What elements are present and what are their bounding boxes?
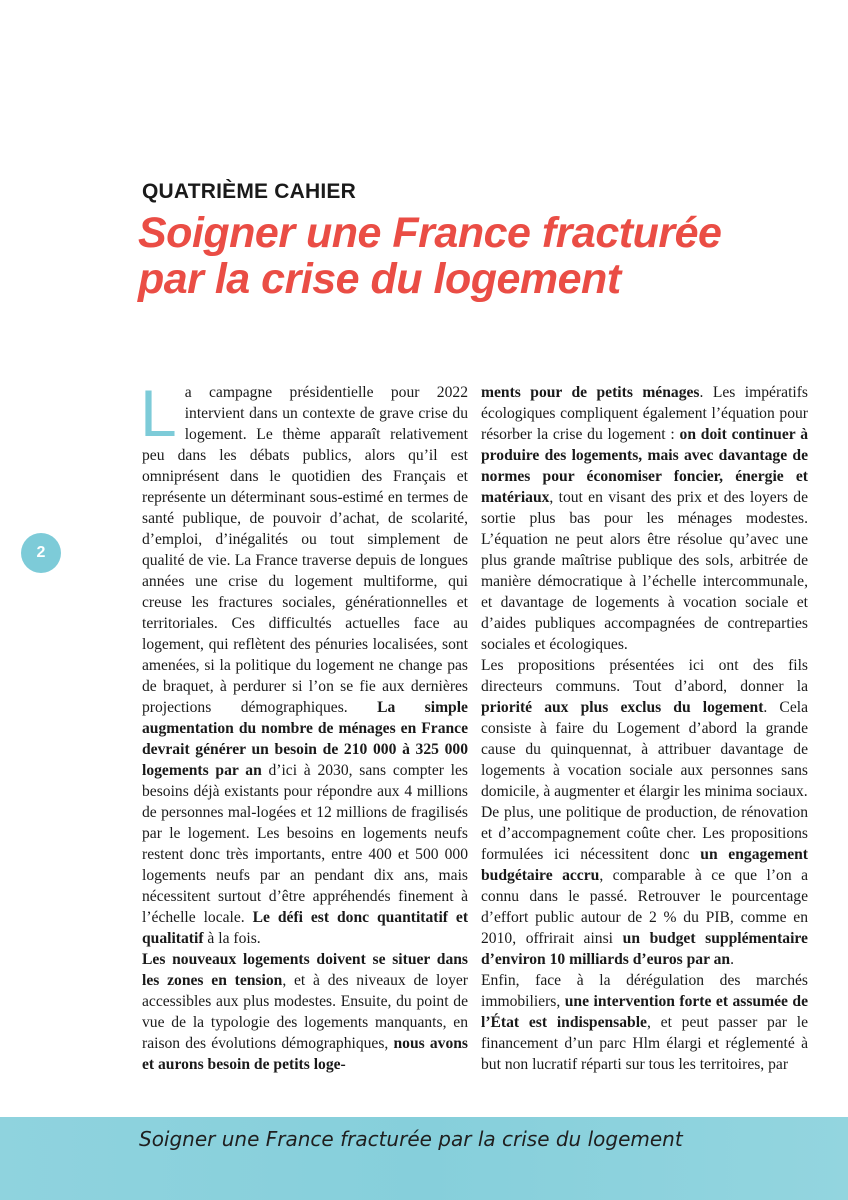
- bold-text-run: Le défi est donc quantitatif et qualitatif: [142, 909, 469, 947]
- bold-text-run: Les nouveaux logements doivent se situer dans les zones en tension: [142, 951, 468, 989]
- text-run: , et peut passer par le financement d’un parc Hlm élargi et réglementé à but non lucratif réparti sur tous les territoires, par: [481, 1014, 808, 1073]
- bold-text-run: nous avons et aurons besoin de petits loge-: [142, 1035, 468, 1073]
- text-run: .: [730, 951, 735, 968]
- text-run: . Cela consiste à faire du Logement d’abord la grande cause du quinquennat, à attribuer davantage de logements à vocation sociale aux personnes sans domicile, à augmenter et élargir les minima sociaux.: [481, 699, 809, 800]
- paragraph: [481, 802, 808, 970]
- page-number-badge: 2: [21, 533, 61, 573]
- paragraph: [481, 970, 808, 1075]
- drop-cap: L: [140, 376, 177, 450]
- text-run: a campagne présidentielle pour 2022 intervient dans un contexte de grave crise du logement. Le thème apparaît relativement peu dans les débats publics, alors qu’il est omniprésent dans le quotidien des Français et représente un déterminant sous-estimé en termes de santé publique, de pouvoir d’achat, de scolarité, d’emploi, d’inégalités ou tout simplement de qualité de vie. La France traverse depuis de longues années une crise du logement multiforme, qui creuse les fractures sociales, générationnelles et territoriales. Ces difficultés actuelles face au logement, qui reflètent des pénuries localisées, sont amenées, si la politique du logement ne change pas de braquet, à perdurer si l’on se fie aux dernières projections démographiques.: [142, 384, 468, 716]
- bold-text-run: on doit continuer à produire des logements, mais avec davantage de normes pour économiser foncier, énergie et matériaux: [481, 426, 808, 506]
- page-title: [138, 210, 828, 302]
- text-run: Les propositions présentées ici ont des fils directeurs communs. Tout d’abord, donner la: [481, 657, 808, 695]
- bold-text-run: une intervention forte et assumée de l’État est indispensable: [481, 993, 808, 1031]
- text-run: à la fois.: [203, 930, 261, 947]
- text-run: Enfin, face à la dérégulation des marchés immobiliers,: [481, 972, 808, 1010]
- text-run: , tout en visant des prix et des loyers de sortie plus bas pour les ménages modestes. L’équation ne peut alors être résolue qu’avec une plus grande maîtrise publique des sols, arbitrée de manière démocratique à l’échelle intercommunale, et davantage de logements à vocation sociale et d’aides publiques accompagnées de contreparties sociales et écologiques.: [481, 489, 808, 653]
- footer-band: [0, 1117, 848, 1200]
- text-run: d’ici à 2030, sans compter les besoins déjà existants pour répondre aux 4 millions de personnes mal-logées et 12 millions de fragilisés par le logement. Les besoins en logements neufs restent donc très importants, entre 400 et 500 000 logements neufs par an pendant dix ans, mais nécessitent surtout d’être appréhendés finement à l’échelle locale.: [142, 762, 468, 926]
- text-run: . Les impératifs écologiques compliquent également l’équation pour résorber la crise du logement :: [481, 384, 808, 443]
- bold-text-run: un budget supplémentaire d’environ 10 milliards d’euros par an: [481, 930, 808, 968]
- bold-text-run: La simple augmentation du nombre de ménages en France devrait générer un besoin de 210 000 à 325 000 logements par an: [142, 699, 468, 779]
- bold-text-run: ments pour de petits ménages: [481, 384, 700, 401]
- page-title-line-1: Soigner une France fracturée: [138, 209, 722, 257]
- body-column-right: [481, 382, 808, 1075]
- footer-title: Soigner une France fracturée par la crise du logement: [139, 1127, 683, 1151]
- section-kicker: QUATRIÈME CAHIER: [142, 180, 356, 203]
- bold-text-run: priorité aux plus exclus du logement: [481, 699, 764, 716]
- text-run: De plus, une politique de production, de rénovation et d’accompagnement coûte cher. Les propositions formulées ici nécessitent donc: [481, 804, 808, 863]
- paragraph: [142, 949, 468, 1075]
- paragraph: [140, 376, 469, 949]
- body-column-left: [140, 376, 469, 1075]
- page-title-line-2: par la crise du logement: [138, 255, 621, 303]
- text-run: , et à des niveaux de loyer accessibles aux plus modestes. Ensuite, du point de vue de la typologie des logements manquants, en raison des évolutions démographiques,: [142, 972, 468, 1052]
- paragraph: [481, 382, 808, 655]
- paragraph: [481, 655, 808, 802]
- text-run: , comparable à ce que l’on a connu dans le passé. Retrouver le pourcentage d’effort public autour de 2 % du PIB, comme en 2010, offrirait ainsi: [481, 867, 808, 947]
- bold-text-run: un engagement budgétaire accru: [481, 846, 808, 884]
